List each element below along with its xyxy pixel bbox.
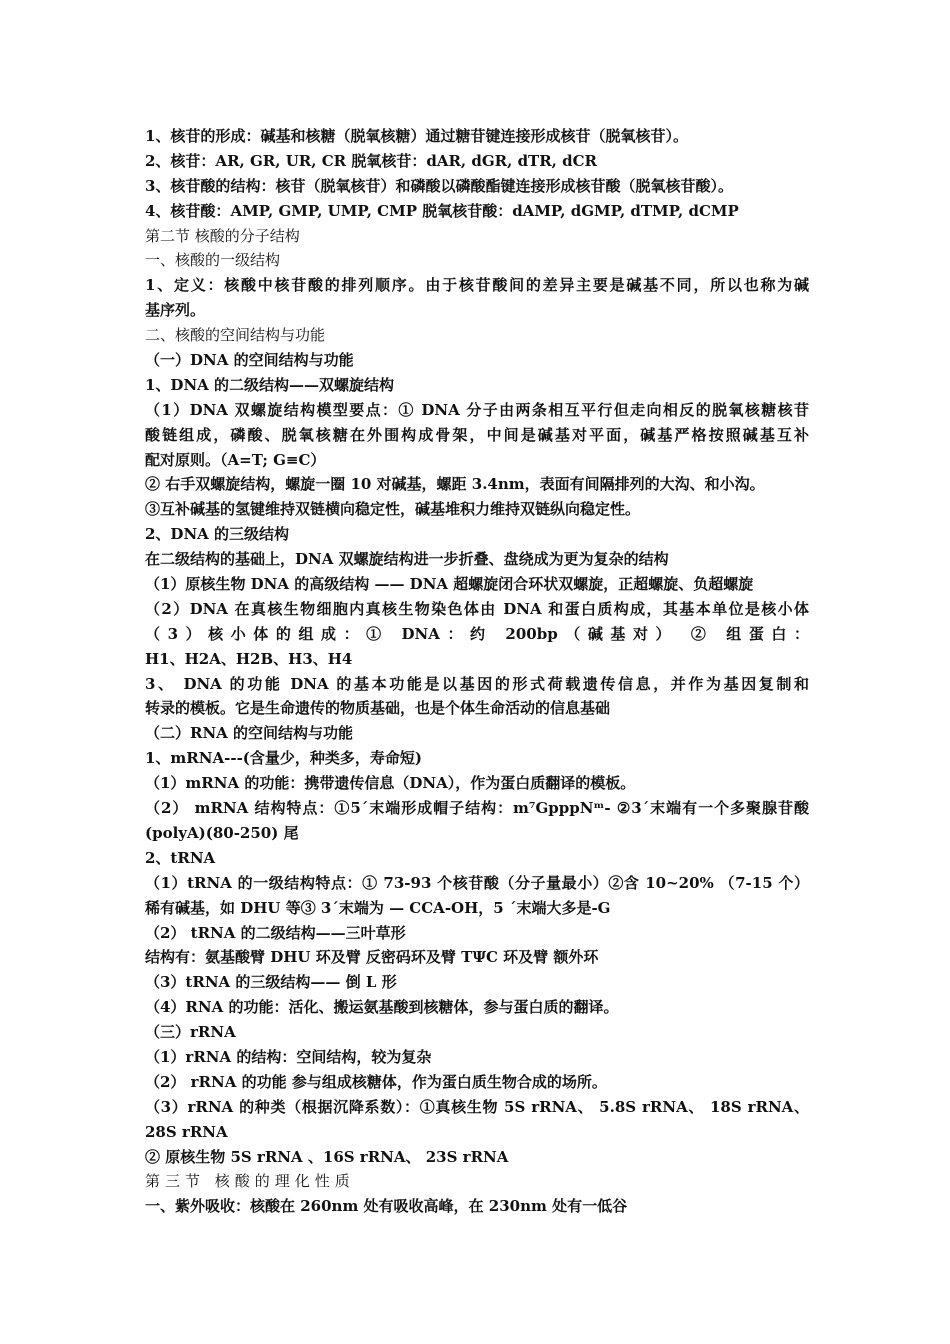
subsection-heading: 一、核酸的一级结构 [145, 251, 281, 270]
text-line: 1、定义：核酸中核苷酸的排列顺序。由于核苷酸间的差异主要是碱基不同，所以也称为碱 [145, 276, 809, 295]
text-line: 3、核苷酸的结构：核苷（脱氧核苷）和磷酸以磷酸酯键连接形成核苷酸（脱氧核苷酸）。 [145, 176, 733, 195]
section-heading: 第三节 核酸的理化性质 [145, 1172, 355, 1191]
text-line: （2） mRNA 结构特点：①5´末端形成帽子结构：m⁷GpppNᵐ- ②3´末端有一个多聚腺苷酸 [145, 799, 809, 818]
text-line: （3）核小体的组成：① DNA：约 200bp（碱基对） ② 组蛋白： [145, 624, 809, 643]
text-line: （1）原核生物 DNA 的高级结构 —— DNA 超螺旋闭合环状双螺旋，正超螺旋、负超螺旋 [145, 575, 754, 594]
text-line: 28S rRNA [145, 1122, 228, 1141]
text-line: 在二级结构的基础上，DNA 双螺旋结构进一步折叠、盘绕成为更为复杂的结构 [145, 550, 669, 569]
text-line: 1、DNA 的二级结构——双螺旋结构 [145, 375, 395, 394]
text-line: （2） tRNA 的二级结构——三叶草形 [145, 923, 406, 942]
text-line: （3）rRNA 的种类（根据沉降系数）：①真核生物 5S rRNA、 5.8S rRNA、 18S rRNA、 [145, 1097, 809, 1116]
text-line: 1、mRNA---(含量少，种类多，寿命短) [145, 749, 422, 768]
text-line: （4）RNA 的功能：活化、搬运氨基酸到核糖体，参与蛋白质的翻译。 [145, 998, 619, 1017]
text-line: （3）tRNA 的三级结构—— 倒 L 形 [145, 973, 397, 992]
text-line: 转录的模板。它是生命遗传的物质基础，也是个体生命活动的信息基础 [145, 699, 611, 718]
text-line: 结构有：氨基酸臂 DHU 环及臂 反密码环及臂 TΨC 环及臂 额外环 [145, 948, 599, 967]
text-line: ② 右手双螺旋结构，螺旋一圈 10 对碱基，螺距 3.4nm，表面有间隔排列的大沟、和小沟。 [145, 475, 765, 494]
text-line: 2、核苷：AR, GR, UR, CR 脱氧核苷：dAR, dGR, dTR, dCR [145, 151, 598, 170]
document-body [145, 124, 809, 1219]
text-line: H1、H2A、H2B、H3、H4 [145, 649, 353, 668]
text-line: （一）DNA 的空间结构与功能 [145, 351, 354, 370]
text-line: （1）mRNA 的功能：携带遗传信息（DNA），作为蛋白质翻译的模板。 [145, 774, 636, 793]
text-line: （三）rRNA [145, 1023, 236, 1042]
text-line: 2、DNA 的三级结构 [145, 525, 290, 544]
text-line: (polyA)(80-250) 尾 [145, 823, 299, 842]
text-line: 一、紫外吸收：核酸在 260nm 处有吸收高峰，在 230nm 处有一低谷 [145, 1197, 628, 1216]
text-line: （1）tRNA 的一级结构特点：① 73-93 个核苷酸（分子量最小）②含 10~20% （7-15 个） [145, 873, 809, 892]
text-line: 配对原则。（A=T; G≡C） [145, 450, 326, 469]
text-line: 稀有碱基，如 DHU 等③ 3´末端为 — CCA-OH，5 ´末端大多是-G [145, 898, 611, 917]
subsection-heading: 二、核酸的空间结构与功能 [145, 326, 326, 345]
text-line: 4、核苷酸：AMP, GMP, UMP, CMP 脱氧核苷酸：dAMP, dGMP, dTMP, dCMP [145, 201, 739, 220]
text-line: （1）DNA 双螺旋结构模型要点：① DNA 分子由两条相互平行但走向相反的脱氧核糖核苷 [145, 400, 809, 419]
text-line: （2） rRNA 的功能 参与组成核糖体，作为蛋白质生物合成的场所。 [145, 1072, 607, 1091]
text-line: 3、 DNA 的功能 DNA 的基本功能是以基因的形式荷载遗传信息，并作为基因复制和 [145, 674, 809, 693]
text-line: （2）DNA 在真核生物细胞内真核生物染色体由 DNA 和蛋白质构成，其基本单位是核小体 [145, 599, 809, 618]
text-line: （二）RNA 的空间结构与功能 [145, 724, 354, 743]
section-heading: 第二节 核酸的分子结构 [145, 226, 300, 245]
text-line: 1、核苷的形成：碱基和核糖（脱氧核糖）通过糖苷键连接形成核苷（脱氧核苷）。 [145, 127, 688, 145]
text-line: （1）rRNA 的结构：空间结构，较为复杂 [145, 1047, 432, 1066]
text-line: 基序列。 [145, 301, 206, 320]
text-line: ③互补碱基的氢键维持双链横向稳定性，碱基堆积力维持双链纵向稳定性。 [145, 500, 641, 519]
text-line: 酸链组成，磷酸、脱氧核糖在外围构成骨架，中间是碱基对平面，碱基严格按照碱基互补 [145, 425, 809, 444]
text-line: ② 原核生物 5S rRNA 、16S rRNA、 23S rRNA [145, 1147, 509, 1166]
text-line: 2、tRNA [145, 848, 216, 867]
